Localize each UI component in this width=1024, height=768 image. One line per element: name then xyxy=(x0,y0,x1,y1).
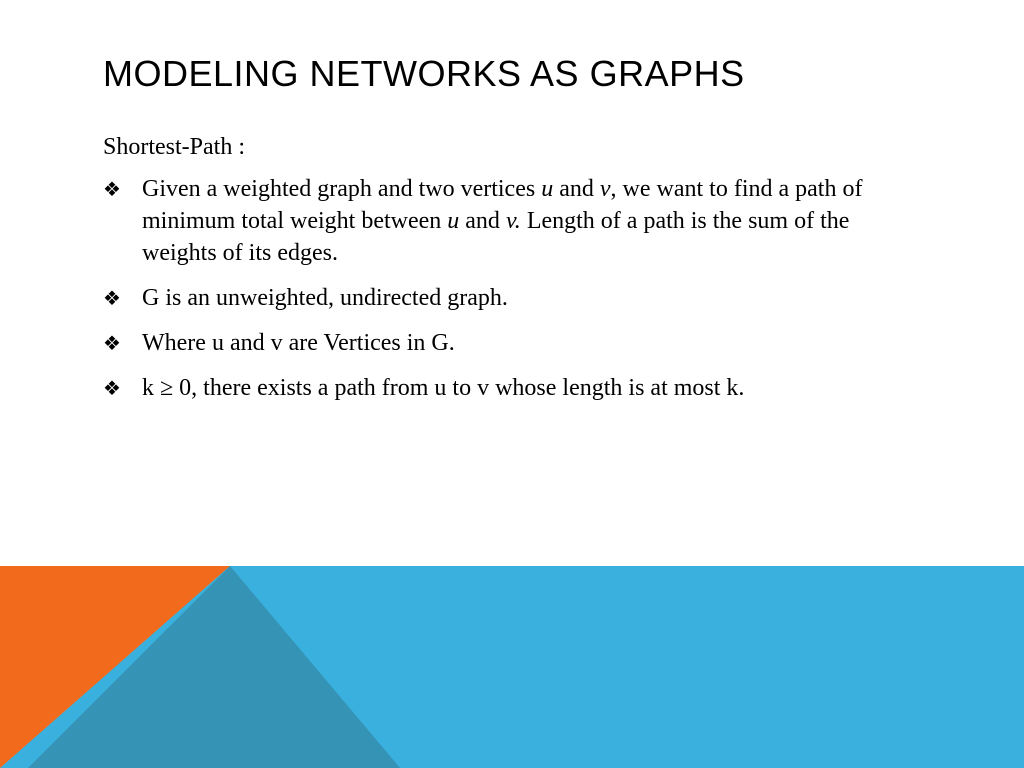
bullet-text-part: and xyxy=(459,208,506,234)
slide-body xyxy=(103,131,923,417)
decorative-footer-band xyxy=(0,566,1024,768)
bullet-text: Where u and v are Vertices in G. xyxy=(142,330,455,356)
bullet-item xyxy=(103,372,923,404)
bullet-text xyxy=(142,176,862,266)
bullet-list xyxy=(103,173,923,404)
bullet-text-part: and xyxy=(553,176,600,202)
bullet-text: G is an unweighted, undirected graph. xyxy=(142,285,508,311)
section-heading: Shortest-Path : xyxy=(103,134,245,160)
bullet-item xyxy=(103,327,923,359)
variable-u: u xyxy=(541,176,554,202)
bullet-text-part: Length of a path is the sum of the weights of its edges. xyxy=(142,208,850,266)
bullet-text: k ≥ 0, there exists a path from u to v whose length is at most k. xyxy=(142,375,745,401)
variable-v: v. xyxy=(505,208,521,234)
bullet-item xyxy=(103,173,923,269)
slide-title: MODELING NETWORKS AS GRAPHS xyxy=(103,53,745,94)
diamond-bullet-icon: ❖ xyxy=(103,286,121,310)
variable-v: v xyxy=(599,176,611,202)
diamond-bullet-icon: ❖ xyxy=(103,376,121,400)
bullet-text-part: Given a weighted graph and two vertices xyxy=(142,176,542,202)
bullet-text-part: , we want to find a path of minimum total weight between xyxy=(142,176,863,234)
diamond-bullet-icon: ❖ xyxy=(103,177,121,201)
bullet-item xyxy=(103,282,923,314)
diamond-bullet-icon: ❖ xyxy=(103,331,121,355)
variable-u: u xyxy=(447,208,460,234)
